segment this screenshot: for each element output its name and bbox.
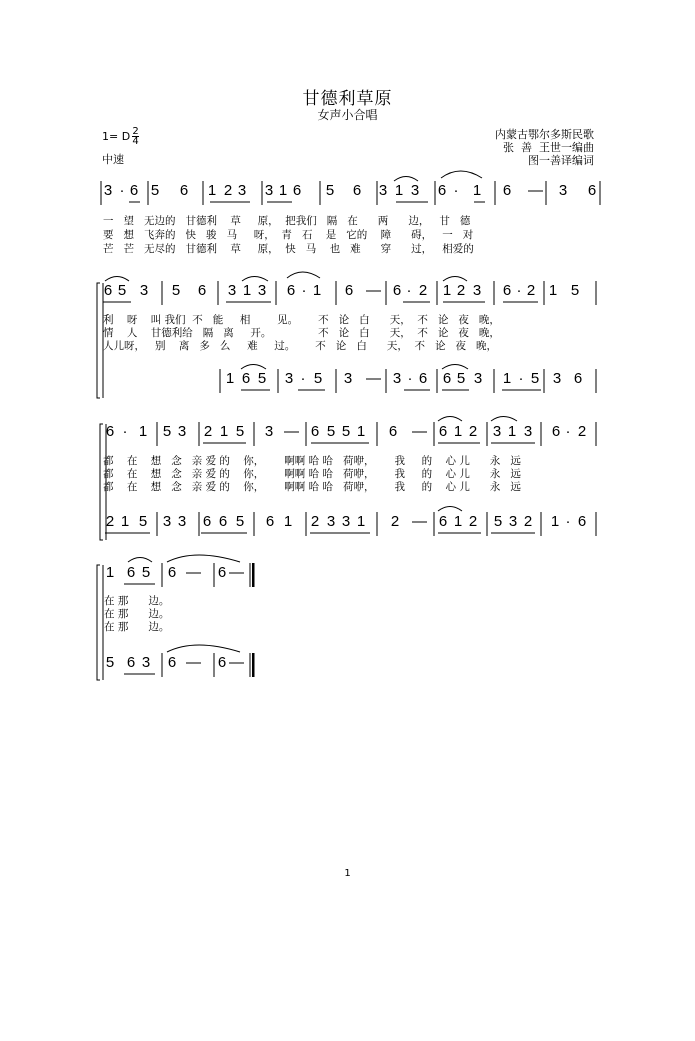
note: 6 [352, 182, 362, 199]
note: 1 [550, 513, 560, 530]
note: 1 [312, 282, 322, 299]
note: 2 [456, 282, 466, 299]
note: 6 [241, 370, 251, 387]
note: 6 [502, 282, 512, 299]
lyric-line-1-3: 芒 芒 无尽的 甘德利 草 原， 快 马 也 难 穿 过， 相爱的 [103, 243, 474, 255]
note: 2 [577, 423, 587, 440]
note: · [300, 370, 306, 387]
note: 5 [171, 282, 181, 299]
note: 6 [179, 182, 189, 199]
note: 2 [468, 513, 478, 530]
note: 1 [356, 423, 366, 440]
note: 1 [219, 423, 229, 440]
note: 2 [310, 513, 320, 530]
note: 1 [283, 513, 293, 530]
credit-origin: 内蒙古鄂尔多斯民歌 [495, 128, 594, 141]
note: 5 [141, 564, 151, 581]
note: — [412, 423, 427, 440]
note: 1 [394, 182, 404, 199]
note: 6 [344, 282, 354, 299]
note: 6 [437, 182, 447, 199]
note: 2 [203, 423, 213, 440]
lyric-line-1-2: 要 想 飞奔的 快 骏 马 呀， 青 石 是 它的 障 碍， 一 对 [103, 229, 474, 241]
note: — [412, 513, 427, 530]
note: 6 [103, 282, 113, 299]
note: 1 [138, 423, 148, 440]
note: — [366, 370, 381, 387]
note: 3 [343, 370, 353, 387]
note: · [516, 282, 522, 299]
note: 1 [442, 282, 452, 299]
note: 6 [126, 654, 136, 671]
note: 5 [257, 370, 267, 387]
lyric-line-4-3: 在 那 边。 [104, 621, 170, 633]
note: 5 [235, 423, 245, 440]
note: 6 [310, 423, 320, 440]
note: — [229, 654, 244, 671]
note: · [518, 370, 524, 387]
score-subtitle: 女声小合唱 [317, 108, 378, 122]
note: 5 [105, 654, 115, 671]
note: 3 [177, 423, 187, 440]
note: 6 [217, 564, 227, 581]
note: 1 [507, 423, 517, 440]
note: 2 [105, 513, 115, 530]
note: 1 [502, 370, 512, 387]
note: 6 [217, 654, 227, 671]
note: · [565, 513, 571, 530]
note: 6 [392, 282, 402, 299]
lyric-line-2-2: 情 人 甘德利给 隔 离 开。 不 论 白 天， 不 论 夜 晚， [103, 327, 500, 339]
note: 5 [493, 513, 503, 530]
page-number: 1 [344, 868, 351, 879]
lyric-line-4-1: 在 那 边。 [104, 595, 170, 607]
note: 6 [587, 182, 597, 199]
lyric-line-1-1: 一 望 无边的 甘德利 草 原， 把我们 隔 在 两 边， 甘 德 [103, 215, 471, 227]
note: 3 [284, 370, 294, 387]
note: 1 [548, 282, 558, 299]
note: · [301, 282, 307, 299]
note: 6 [502, 182, 512, 199]
note: 1 [242, 282, 252, 299]
note: 2 [223, 182, 233, 199]
tempo-marking: 中速 [102, 153, 124, 166]
note: 3 [264, 423, 274, 440]
note: 3 [558, 182, 568, 199]
note: 3 [326, 513, 336, 530]
credit-arranger: 张 善 王世一编曲 [503, 141, 594, 154]
note: · [565, 423, 571, 440]
note: 6 [551, 423, 561, 440]
note: 6 [438, 513, 448, 530]
note: 5 [325, 182, 335, 199]
note: 5 [341, 423, 351, 440]
lyric-line-3-3: 都 在 想 念 亲 爱 的 你， 啊啊 哈 哈 荷咿， 我 的 心 儿 永 远 [103, 481, 521, 493]
note: 3 [410, 182, 420, 199]
note: 6 [418, 370, 428, 387]
lyric-line-3-1: 都 在 想 念 亲 爱 的 你， 啊啊 哈 哈 荷咿， 我 的 心 儿 永 远 [103, 455, 521, 467]
note: 6 [438, 423, 448, 440]
note: 1 [453, 423, 463, 440]
note: 5 [456, 370, 466, 387]
note: 3 [237, 182, 247, 199]
note: · [453, 182, 459, 199]
note: 6 [286, 282, 296, 299]
note: 6 [265, 513, 275, 530]
note: 2 [418, 282, 428, 299]
note: 6 [126, 564, 136, 581]
score-title: 甘德利草原 [302, 89, 393, 109]
note: 5 [326, 423, 336, 440]
lyric-line-3-2: 都 在 想 念 亲 爱 的 你， 啊啊 哈 哈 荷咿， 我 的 心 儿 永 远 [103, 468, 521, 480]
note: 6 [167, 564, 177, 581]
note: 3 [472, 282, 482, 299]
note: 5 [570, 282, 580, 299]
note: 6 [105, 423, 115, 440]
note: 2 [526, 282, 536, 299]
note: 3 [103, 182, 113, 199]
lyric-line-4-2: 在 那 边。 [104, 608, 170, 620]
note: · [119, 182, 125, 199]
note: 2 [523, 513, 533, 530]
note: 6 [292, 182, 302, 199]
note: 6 [167, 654, 177, 671]
note: 3 [177, 513, 187, 530]
note: 1 [120, 513, 130, 530]
note: — [229, 564, 244, 581]
note: 6 [388, 423, 398, 440]
note: 1 [453, 513, 463, 530]
note: 5 [138, 513, 148, 530]
note: 3 [264, 182, 274, 199]
note: 3 [378, 182, 388, 199]
note: 5 [150, 182, 160, 199]
note: 3 [392, 370, 402, 387]
note: 5 [235, 513, 245, 530]
note: 5 [117, 282, 127, 299]
note: 5 [162, 423, 172, 440]
note: 5 [530, 370, 540, 387]
note: 6 [197, 282, 207, 299]
credit-lyricist: 图一善译编词 [528, 154, 594, 167]
lyric-line-2-1: 利 呀 叫 我们 不 能 相 见。 不 论 白 天， 不 论 夜 晚， [103, 314, 500, 326]
note: — [528, 182, 543, 199]
note: 3 [552, 370, 562, 387]
note: 2 [468, 423, 478, 440]
time-signature-bottom: 4 [132, 136, 139, 147]
note: 6 [577, 513, 587, 530]
note: 3 [523, 423, 533, 440]
note: — [186, 654, 201, 671]
note: 3 [227, 282, 237, 299]
note: 6 [202, 513, 212, 530]
key-signature: 1= D [102, 130, 131, 143]
note: 6 [218, 513, 228, 530]
note: 1 [225, 370, 235, 387]
note: 2 [390, 513, 400, 530]
note: 5 [313, 370, 323, 387]
note: 1 [207, 182, 217, 199]
note: 3 [141, 654, 151, 671]
time-signature-top: 2 [132, 126, 139, 137]
note: 3 [508, 513, 518, 530]
note: 6 [129, 182, 139, 199]
note: — [366, 282, 381, 299]
note: — [186, 564, 201, 581]
note: 1 [472, 182, 482, 199]
note: 1 [278, 182, 288, 199]
note: 3 [139, 282, 149, 299]
note: 6 [442, 370, 452, 387]
note: 3 [473, 370, 483, 387]
note: 3 [162, 513, 172, 530]
note: · [407, 370, 413, 387]
note: 6 [573, 370, 583, 387]
note: · [406, 282, 412, 299]
lyric-line-2-3: 人儿呀， 别 离 多 么 难 过。 不 论 白 天， 不 论 夜 晚， [103, 340, 498, 352]
note: — [284, 423, 299, 440]
note: 3 [341, 513, 351, 530]
note: 3 [257, 282, 267, 299]
note: 1 [356, 513, 366, 530]
note: 1 [105, 564, 115, 581]
note: 3 [492, 423, 502, 440]
note: · [122, 423, 128, 440]
